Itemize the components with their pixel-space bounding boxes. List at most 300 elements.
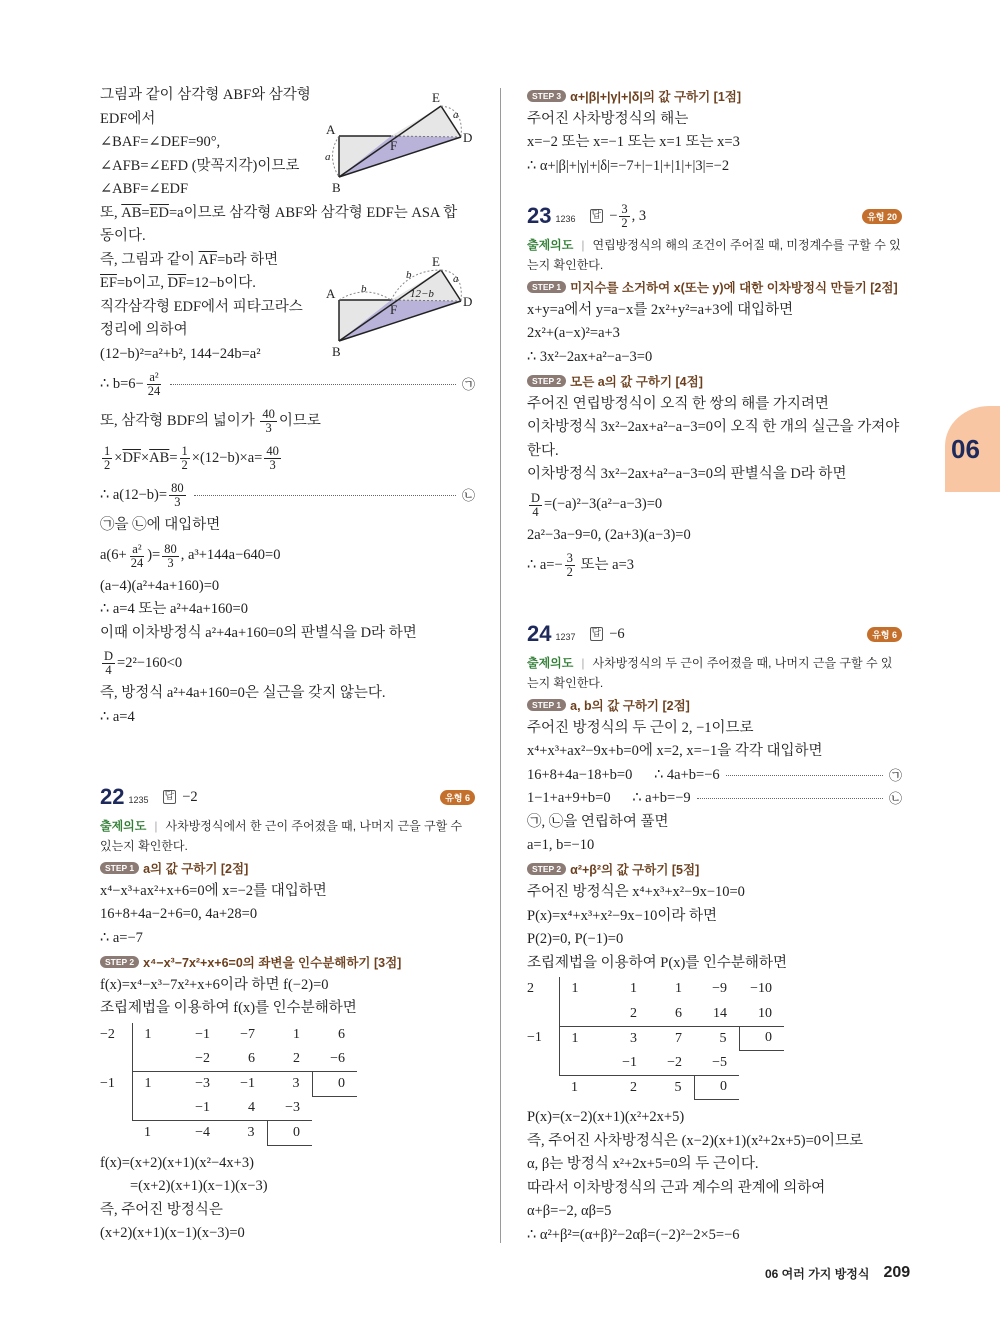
problem-header xyxy=(100,780,475,814)
text-line xyxy=(527,346,902,370)
text-segment: 즉, 주어진 방정식은 xyxy=(100,1201,223,1218)
chapter-tab-label: 06 xyxy=(951,434,980,464)
text-segment: a(6+ xyxy=(100,547,127,564)
table-cell: 2 xyxy=(527,981,534,997)
solution-24 xyxy=(527,617,902,1247)
fraction xyxy=(129,543,146,570)
column-divider xyxy=(500,88,501,1243)
text-line xyxy=(100,645,475,682)
table-row xyxy=(527,1026,784,1051)
text-segment: 미지수를 소거하여 x(또는 y)에 대한 이차방정식 만들기 [2점] xyxy=(570,280,898,295)
text-line xyxy=(527,881,902,905)
table-cell: 1 xyxy=(144,1125,151,1140)
dotted-leader xyxy=(726,775,883,776)
table-cell: 1 xyxy=(559,977,604,1002)
text-segment: a=1, b=−10 xyxy=(527,837,595,853)
text-segment: ×(12−b)×a= xyxy=(191,449,263,466)
segment-overline: $\overline{AB}$ xyxy=(121,204,142,221)
text-segment: f(x)=(x+2)(x+1)(x²−4x+3) xyxy=(100,1154,254,1171)
fraction-denominator: 2 xyxy=(104,458,111,472)
solution-22 xyxy=(100,780,475,1246)
svg-text:b: b xyxy=(361,283,367,295)
table-cell: 1 xyxy=(675,981,682,997)
table-cell: −1 xyxy=(100,1075,115,1091)
table-row xyxy=(100,1121,357,1146)
text-segment: =2²−160<0 xyxy=(117,654,183,671)
text-line xyxy=(100,514,475,538)
text-segment: x⁴+x³+ax²−9x+b=0에 x=2, x=−1을 각각 대입하면 xyxy=(527,743,823,759)
table-cell xyxy=(739,1051,784,1076)
text-segment: EDF에서 xyxy=(100,110,156,127)
table-row xyxy=(100,1047,357,1072)
separator: | xyxy=(581,656,585,670)
svg-text:E: E xyxy=(432,254,440,269)
intent-body: 사차방정식의 두 근이 주어졌을 때, 나머지 근을 구할 수 있는지 확인한다. xyxy=(527,656,893,690)
fraction-denominator: 3 xyxy=(269,458,276,472)
text-line xyxy=(100,682,475,706)
text-segment: 동이다. xyxy=(100,228,146,244)
problem-number: 23 xyxy=(527,203,552,228)
text-segment: 즉, 방정식 a²+4a+160=0은 실근을 갖지 않는다. xyxy=(100,685,386,701)
table-cell xyxy=(559,1051,604,1076)
equation-marker: ㉡ xyxy=(888,791,902,806)
text-segment: 또, 삼각형 BDF의 넓이가 xyxy=(100,412,259,429)
table-cell: −1 xyxy=(604,1051,649,1076)
table-cell: 7 xyxy=(675,1030,682,1046)
segment-overline: $\overline{DF}$ xyxy=(122,449,141,466)
text-segment: 조립제법을 이용하여 f(x)를 인수분해하면 xyxy=(100,1000,357,1016)
fraction-denominator: 2 xyxy=(621,215,628,230)
text-line xyxy=(527,547,902,584)
text-segment: ∴ α²+β²=(α+β)²−2αβ=(−2)²−2×5=−6 xyxy=(527,1226,740,1243)
text-line xyxy=(100,706,475,730)
text-segment: (12−b)²=a²+b², 144−24b=a² xyxy=(100,345,261,362)
text-segment: P(2)=0, P(−1)=0 xyxy=(527,931,624,947)
text-line xyxy=(527,416,902,440)
table-cell: −2 xyxy=(649,1051,694,1076)
text-segment: α, β는 방정식 x²+2x+5=0의 두 근이다. xyxy=(527,1156,759,1172)
text-line xyxy=(100,1152,475,1176)
text-line xyxy=(100,225,475,249)
fraction-denominator: 4 xyxy=(532,504,539,519)
text-segment: α+β=−2, αβ=5 xyxy=(527,1203,612,1219)
table-cell: 1 xyxy=(630,981,637,997)
table-cell: −3 xyxy=(267,1096,312,1121)
intent-text xyxy=(527,653,902,693)
fraction-denominator: 2 xyxy=(566,565,573,579)
step-heading xyxy=(527,858,902,882)
text-segment: 16+8+4a−18+b=0 ∴ 4a+b=−6 xyxy=(527,766,720,783)
text-line xyxy=(100,622,475,646)
answer-icon: 답 xyxy=(591,628,602,639)
text-segment: x+y=a에서 y=a−x를 2x²+y²=a+3에 대입하면 xyxy=(527,301,794,318)
answer-value: −6 xyxy=(609,625,625,642)
table-row xyxy=(100,1072,357,1097)
table-row xyxy=(527,1051,784,1076)
fraction-numerator: 1 xyxy=(104,444,111,458)
text-segment: )= xyxy=(147,547,161,564)
equation-marker: ㉠ xyxy=(461,376,475,392)
text-segment: 주어진 방정식의 두 근이 2, −1이므로 xyxy=(527,719,754,736)
text-segment: 이므로 xyxy=(278,412,321,429)
fraction-denominator: 24 xyxy=(130,555,144,570)
answer-icon: 답 xyxy=(164,791,175,802)
fraction-numerator: 1 xyxy=(181,444,188,458)
text-segment: (a−4)(a²+4a+160)=0 xyxy=(100,577,220,594)
table-cell xyxy=(527,1051,559,1076)
text-segment: ∴ a(12−b)= xyxy=(100,486,168,503)
text-line xyxy=(100,440,475,477)
intent-label: 출제의도 xyxy=(527,656,574,670)
text-segment: 1−1+a+9+b=0 ∴ a+b=−9 xyxy=(527,790,691,806)
svg-text:a: a xyxy=(453,109,459,121)
step-badge: STEP 3 xyxy=(527,90,566,102)
table-cell: 3 xyxy=(630,1030,637,1046)
fraction xyxy=(565,552,575,579)
table-cell: 3 xyxy=(247,1125,255,1140)
intent-label: 출제의도 xyxy=(100,819,147,833)
text-segment: ∠ABF=∠EDF xyxy=(100,181,189,197)
text-line xyxy=(100,1199,475,1223)
step-heading xyxy=(527,275,902,299)
text-segment: 이차방정식 3x²−2ax+a²−a−3=0이 오직 한 개의 실근을 가져야 xyxy=(527,419,900,435)
text-segment: ∴ 3x²−2ax+a²−a−3=0 xyxy=(527,348,653,365)
step-heading xyxy=(527,693,902,717)
fraction-numerator: 40 xyxy=(262,407,275,421)
table-cell: 0 xyxy=(694,1075,739,1100)
table-row xyxy=(100,1096,357,1121)
chapter-tab[interactable] xyxy=(945,406,1000,492)
text-segment: 한다. xyxy=(527,442,559,459)
text-segment: 조립제법을 이용하여 P(x)를 인수분해하면 xyxy=(527,954,787,971)
text-segment: 직각삼각형 EDF에서 피타고라스 xyxy=(100,298,303,315)
svg-text:B: B xyxy=(332,180,341,194)
dotted-leader xyxy=(194,495,456,496)
fraction-numerator: a² xyxy=(132,541,142,556)
chapter-title: 06 여러 가지 방정식 xyxy=(765,1266,870,1281)
text-line xyxy=(527,928,902,952)
text-segment: , a³+144a−640=0 xyxy=(180,547,281,564)
svg-text:12−b: 12−b xyxy=(410,288,434,300)
text-segment: 또, xyxy=(100,204,122,221)
fraction-numerator: D xyxy=(104,649,114,663)
text-segment: 따라서 이차방정식의 근과 계수의 관계에 의하여 xyxy=(527,1179,826,1196)
type-badge[interactable]: 유형 6 xyxy=(867,627,902,642)
text-line xyxy=(527,1130,902,1154)
table-cell: 5 xyxy=(719,1030,727,1046)
solution-23 xyxy=(527,199,902,584)
table-cell: 1 xyxy=(559,1026,604,1051)
problem-header xyxy=(527,617,902,651)
table-cell: 10 xyxy=(739,1002,784,1027)
text-line xyxy=(527,811,902,835)
text-segment: x=−2 또는 x=−1 또는 x=1 또는 x=3 xyxy=(527,134,740,150)
fraction xyxy=(264,445,281,472)
step-badge: STEP 1 xyxy=(527,699,566,711)
type-badge[interactable]: 유형 20 xyxy=(862,209,902,224)
step-heading xyxy=(100,950,475,974)
table-row xyxy=(527,1075,784,1100)
text-segment: 즉, 그림과 같이 xyxy=(100,251,199,268)
segment-overline: $\overline{AB}$ xyxy=(149,449,170,466)
dotted-leader xyxy=(697,798,883,799)
text-line xyxy=(527,299,902,323)
text-segment: ㉠, ㉡을 연립하여 풀면 xyxy=(527,813,669,830)
text-segment: 이차방정식 3x²−2ax+a²−a−3=0의 판별식을 D라 하면 xyxy=(527,466,847,482)
text-segment: = xyxy=(141,204,150,221)
table-cell: 3 xyxy=(292,1076,300,1091)
table-cell xyxy=(527,1002,559,1027)
problem-code: 1237 xyxy=(555,632,576,642)
fraction-denominator: 3 xyxy=(265,421,272,435)
text-segment: ∴ a=4 또는 a²+4a+160=0 xyxy=(100,601,248,617)
text-line xyxy=(100,1175,475,1199)
svg-text:a: a xyxy=(453,273,459,285)
text-line xyxy=(527,764,902,788)
intent-text xyxy=(527,235,902,275)
table-row xyxy=(527,977,784,1002)
svg-text:a: a xyxy=(325,151,331,163)
table-cell: 4 xyxy=(222,1096,267,1121)
text-segment: α²+β²의 값 구하기 [5점] xyxy=(570,863,700,878)
table-cell: −4 xyxy=(195,1125,210,1140)
table-cell: 0 xyxy=(312,1072,357,1097)
table-cell: −9 xyxy=(712,981,727,997)
page-footer xyxy=(765,1264,910,1282)
table-cell: −7 xyxy=(240,1026,255,1042)
svg-text:E: E xyxy=(432,90,440,105)
segment-overline: $\overline{AF}$ xyxy=(198,251,218,268)
fraction xyxy=(102,445,112,472)
intent-text xyxy=(100,816,475,856)
fraction-numerator: 80 xyxy=(171,481,184,495)
svg-text:B: B xyxy=(332,344,341,358)
problem-code: 1235 xyxy=(128,795,149,805)
text-line xyxy=(527,322,902,346)
svg-text:A: A xyxy=(326,286,336,301)
step-heading xyxy=(527,84,902,108)
fraction-denominator: 2 xyxy=(181,458,188,472)
table-cell: 2 xyxy=(630,1079,637,1095)
table-cell: −2 xyxy=(177,1047,222,1072)
problem-number: 22 xyxy=(100,784,125,809)
svg-text:A: A xyxy=(326,122,336,137)
text-line xyxy=(527,1106,902,1130)
text-line xyxy=(527,905,902,929)
step-badge: STEP 1 xyxy=(527,281,566,293)
text-segment: a, b의 값 구하기 [2점] xyxy=(570,698,690,713)
text-line xyxy=(527,524,902,548)
text-line xyxy=(527,787,902,811)
text-segment: ∴ a=− xyxy=(527,556,563,573)
table-cell xyxy=(312,1121,357,1146)
text-segment: ∠AFB=∠EFD (맞꼭지각)이므로 xyxy=(100,157,300,174)
table-cell xyxy=(132,1096,177,1121)
intent-body: 연립방정식의 해의 조건이 주어질 때, 미정계수를 구할 수 있는지 확인한다. xyxy=(527,238,901,272)
text-line xyxy=(527,131,902,155)
fraction xyxy=(180,445,190,472)
text-line xyxy=(100,880,475,904)
text-segment: P(x)=x⁴+x³+x²−9x−10이라 하면 xyxy=(527,907,718,924)
text-segment: =b라 하면 xyxy=(217,251,279,268)
fraction-numerator: 80 xyxy=(164,541,177,556)
text-line xyxy=(527,440,902,464)
fraction xyxy=(260,408,277,435)
fraction xyxy=(146,371,163,398)
table-cell: −2 xyxy=(100,1026,115,1042)
text-segment: 그림과 같이 삼각형 ABF와 삼각형 xyxy=(100,87,311,103)
text-line xyxy=(100,598,475,622)
equation-marker: ㉠ xyxy=(888,767,902,783)
table-cell: 2 xyxy=(267,1047,312,1072)
figure-triangles-1 xyxy=(322,86,477,194)
text-segment: α+|β|+|γ|+|δ|의 값 구하기 [1점] xyxy=(570,89,742,104)
table-cell: −1 xyxy=(527,1030,542,1046)
problem-code: 1236 xyxy=(555,214,576,224)
answer-icon: 답 xyxy=(591,210,602,221)
fraction-denominator: 4 xyxy=(105,663,112,677)
text-line xyxy=(100,903,475,927)
problem-header xyxy=(527,199,902,233)
text-segment: a의 값 구하기 [2점] xyxy=(143,861,249,876)
text-segment: 이때 이차방정식 a²+4a+160=0의 판별식을 D라 하면 xyxy=(100,624,417,641)
table-cell: −3 xyxy=(195,1076,210,1091)
text-line xyxy=(527,108,902,132)
text-segment: ∴ a=−7 xyxy=(100,929,143,946)
table-cell: 6 xyxy=(649,1002,694,1027)
table-cell: 0 xyxy=(739,1026,784,1051)
svg-text:F: F xyxy=(390,302,398,317)
text-segment: × xyxy=(114,449,123,466)
table-cell: 2 xyxy=(604,1002,649,1027)
text-segment: ∴ b=6− xyxy=(100,375,144,392)
table-cell xyxy=(739,1075,784,1100)
fraction xyxy=(169,482,186,509)
text-line xyxy=(100,477,475,514)
table-cell: 0 xyxy=(267,1121,312,1146)
text-segment: =12−b이다. xyxy=(186,275,256,291)
text-segment: ∴ α+|β|+|γ|+|δ|=−7+|−1|+|1|+|3|=−2 xyxy=(527,157,730,174)
text-line xyxy=(100,538,475,575)
table-cell xyxy=(559,1002,604,1027)
segment-overline: $\overline{ED}$ xyxy=(149,204,169,221)
dotted-leader xyxy=(170,384,456,385)
type-badge[interactable]: 유형 6 xyxy=(440,790,475,805)
table-cell: 6 xyxy=(338,1026,345,1042)
text-line xyxy=(100,1222,475,1246)
text-line xyxy=(527,717,902,741)
fraction xyxy=(102,650,115,677)
table-cell: −1 xyxy=(195,1026,210,1042)
text-segment: =(x+2)(x+1)(x−1)(x−3) xyxy=(130,1178,268,1194)
fraction-denominator: 3 xyxy=(174,495,181,509)
text-segment: 또는 a=3 xyxy=(576,556,635,573)
segment-overline: $\overline{DF}$ xyxy=(167,275,187,291)
fraction-numerator: D xyxy=(531,490,541,505)
table-row xyxy=(100,1023,357,1048)
table-cell xyxy=(100,1047,132,1072)
text-segment: P(x)=(x−2)(x+1)(x²+2x+5) xyxy=(527,1109,685,1125)
text-segment: 모든 a의 값 구하기 [4점] xyxy=(570,374,703,389)
fraction xyxy=(162,543,179,570)
problem-number: 24 xyxy=(527,621,552,646)
text-segment: 2x²+(a−x)²=a+3 xyxy=(527,325,620,341)
intent-label: 출제의도 xyxy=(527,238,574,252)
step-badge: STEP 1 xyxy=(100,862,139,874)
text-segment: x⁴−x³+ax²+x+6=0에 x=−2를 대입하면 xyxy=(100,882,327,899)
step-heading xyxy=(527,369,902,393)
text-line xyxy=(100,403,475,440)
text-line xyxy=(527,155,902,179)
table-cell: −10 xyxy=(750,981,772,997)
table-cell xyxy=(100,1121,132,1146)
table-cell: 1 xyxy=(571,1079,578,1095)
text-line xyxy=(527,487,902,524)
fraction-denominator: 3 xyxy=(167,555,174,570)
answer-value: , 3 xyxy=(631,207,647,224)
separator: | xyxy=(154,819,158,833)
table-cell: 1 xyxy=(293,1026,300,1042)
text-segment: =b이고, xyxy=(116,275,168,291)
fraction-numerator: 40 xyxy=(266,444,279,458)
table-cell: 6 xyxy=(222,1047,267,1072)
table-cell: −5 xyxy=(694,1051,739,1076)
synthetic-division-table xyxy=(100,1023,357,1146)
text-line xyxy=(100,974,475,998)
table-cell: −1 xyxy=(240,1076,255,1091)
text-line xyxy=(100,927,475,951)
text-segment: f(x)=x⁴−x³−7x²+x+6이라 하면 f(−2)=0 xyxy=(100,976,329,993)
text-segment: (x+2)(x+1)(x−1)(x−3)=0 xyxy=(100,1225,245,1241)
table-cell xyxy=(527,1075,559,1100)
step-badge: STEP 2 xyxy=(527,375,566,387)
text-segment: 정리에 의하여 xyxy=(100,322,188,338)
table-cell: 1 xyxy=(132,1023,177,1048)
table-cell xyxy=(100,1096,132,1121)
table-cell xyxy=(132,1047,177,1072)
text-line xyxy=(527,1177,902,1201)
answer-value: − xyxy=(609,207,618,224)
text-line xyxy=(527,463,902,487)
svg-text:b: b xyxy=(406,269,412,281)
table-cell: −6 xyxy=(312,1047,357,1072)
text-segment: ∠BAF=∠DEF=90°, xyxy=(100,134,221,150)
fraction-denominator: 24 xyxy=(147,384,161,398)
step-heading xyxy=(100,856,475,880)
text-segment: × xyxy=(140,449,150,466)
segment-overline: $\overline{EF}$ xyxy=(100,275,117,291)
text-segment: x⁴−x³−7x²+x+6=0의 좌변을 인수분해하기 [3점] xyxy=(143,955,402,970)
text-segment: 주어진 연립방정식이 오직 한 쌍의 해를 가지려면 xyxy=(527,395,829,412)
fraction-numerator: a² xyxy=(149,370,159,384)
text-line xyxy=(527,952,902,976)
text-segment: 16+8+4a−2+6=0, 4a+28=0 xyxy=(100,906,258,922)
page-number: 209 xyxy=(883,1264,911,1281)
step-badge: STEP 2 xyxy=(100,956,139,968)
table-cell: −1 xyxy=(177,1096,222,1121)
step-badge: STEP 2 xyxy=(527,863,566,875)
table-cell: 1 xyxy=(132,1072,177,1097)
table-row xyxy=(527,1002,784,1027)
text-line xyxy=(100,366,475,403)
intent-body: 사차방정식에서 한 근이 주어졌을 때, 나머지 근을 구할 수 있는지 확인한다. xyxy=(100,819,463,853)
answer-value xyxy=(619,203,629,230)
text-segment: =a이므로 삼각형 ABF와 삼각형 EDF는 ASA 합 xyxy=(168,204,458,221)
text-line xyxy=(527,393,902,417)
separator: | xyxy=(581,238,585,252)
text-line xyxy=(527,1153,902,1177)
text-line xyxy=(527,740,902,764)
